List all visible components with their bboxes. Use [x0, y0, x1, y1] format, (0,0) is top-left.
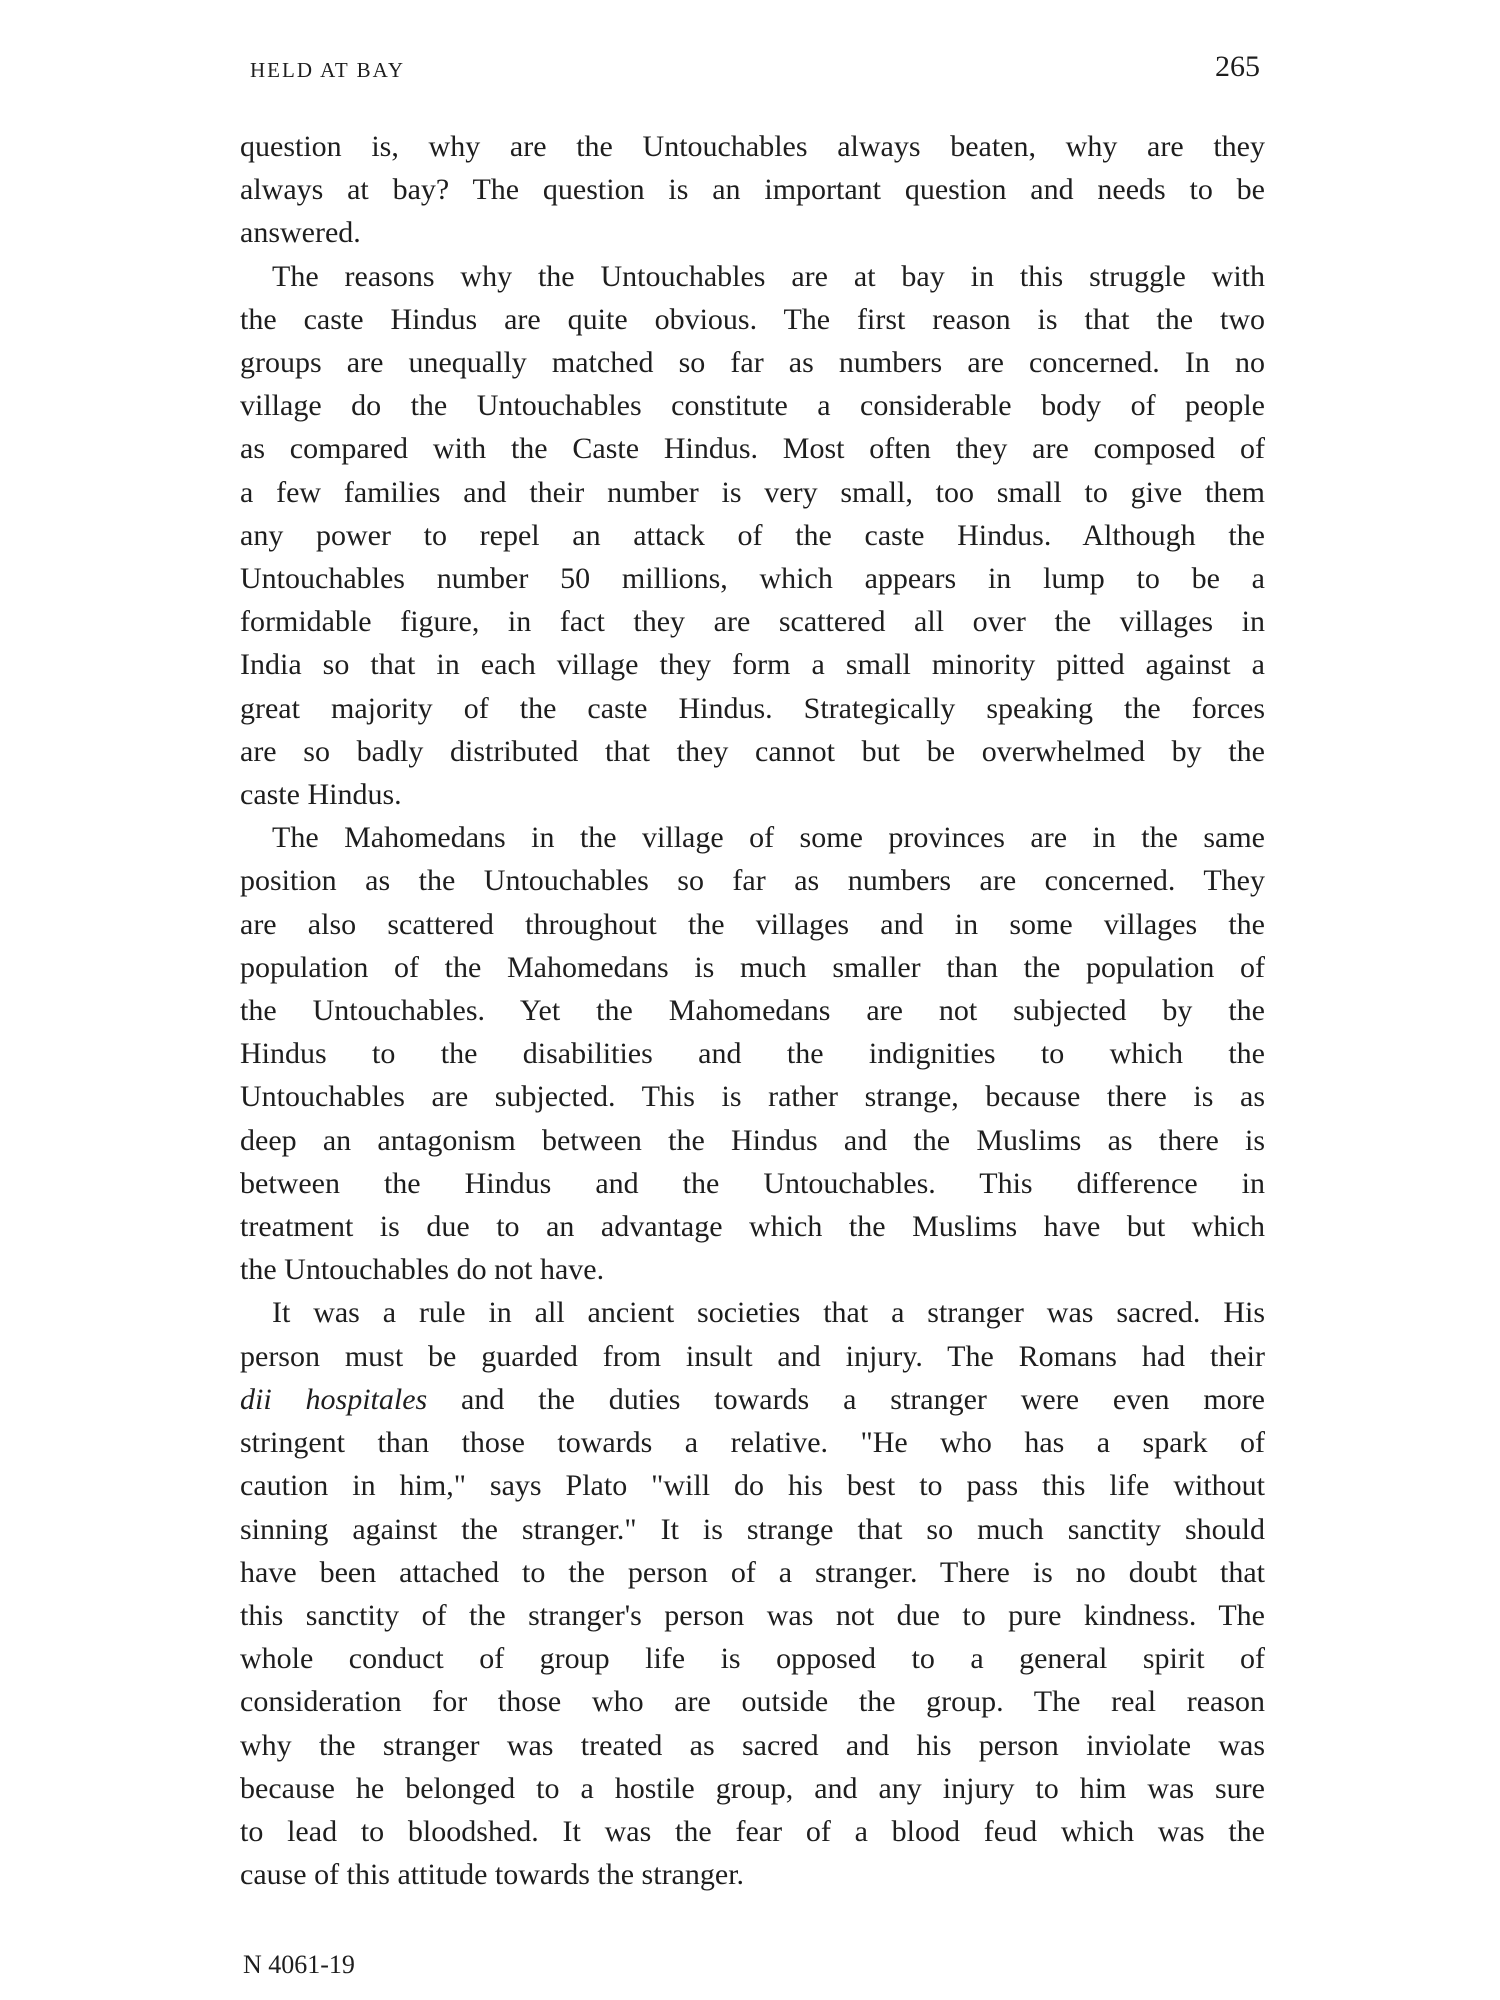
- text-line: to lead to bloodshed. It was the fear of a blood feud which was the: [240, 1814, 1265, 1848]
- text-line: a few families and their number is very small, too small to give them: [240, 475, 1265, 509]
- text-line: population of the Mahomedans is much smaller than the population of: [240, 950, 1265, 984]
- running-title: HELD AT BAY: [250, 58, 406, 82]
- text-line: why the stranger was treated as sacred and his person inviolate was: [240, 1728, 1265, 1762]
- text-line: have been attached to the person of a stranger. There is no doubt that: [240, 1555, 1265, 1589]
- text-line: caution in him," says Plato "will do his best to pass this life without: [240, 1469, 1265, 1503]
- text-line: whole conduct of group life is opposed to a general spirit of: [240, 1642, 1265, 1676]
- text-line: village do the Untouchables constitute a considerable body of people: [240, 389, 1265, 423]
- text-line: Hindus to the disabilities and the indignities to which the: [240, 1037, 1265, 1071]
- text-line: position as the Untouchables so far as numbers are concerned. They: [240, 864, 1265, 898]
- running-head: [250, 50, 1260, 90]
- text-line: as compared with the Caste Hindus. Most often they are composed of: [240, 432, 1265, 466]
- text-line: deep an antagonism between the Hindus and the Muslims as there is: [240, 1123, 1265, 1157]
- text-line: Untouchables are subjected. This is rather strange, because there is as: [240, 1080, 1265, 1114]
- text-line: dii hospitales and the duties towards a stranger were even more: [240, 1382, 1265, 1416]
- text-line: The Mahomedans in the village of some provinces are in the same: [272, 821, 1265, 855]
- text-line: groups are unequally matched so far as numbers are concerned. In no: [240, 346, 1265, 380]
- text-line: treatment is due to an advantage which the Muslims have but which: [240, 1210, 1265, 1244]
- text-line: the Untouchables. Yet the Mahomedans are not subjected by the: [240, 994, 1265, 1028]
- text-line: great majority of the caste Hindus. Strategically speaking the forces: [240, 691, 1265, 725]
- text-line: between the Hindus and the Untouchables. This difference in: [240, 1166, 1265, 1200]
- paragraph: [240, 255, 1265, 817]
- text-line: answered.: [240, 216, 361, 250]
- text-line: sinning against the stranger." It is strange that so much sanctity should: [240, 1512, 1265, 1546]
- text-line: because he belonged to a hostile group, and any injury to him was sure: [240, 1771, 1265, 1805]
- paragraph: [240, 125, 1265, 255]
- text-line: this sanctity of the stranger's person was not due to pure kindness. The: [240, 1598, 1265, 1632]
- text-line: The reasons why the Untouchables are at bay in this struggle with: [272, 259, 1265, 293]
- text-line: It was a rule in all ancient societies that a stranger was sacred. His: [272, 1296, 1265, 1330]
- text-line: formidable figure, in fact they are scattered all over the villages in: [240, 605, 1265, 639]
- body-text: [240, 125, 1265, 1896]
- paragraph: [240, 816, 1265, 1291]
- text-line: India so that in each village they form a small minority pitted against a: [240, 648, 1265, 682]
- printer-signature: N 4061-19: [243, 1950, 355, 1979]
- text-line: the caste Hindus are quite obvious. The first reason is that the two: [240, 302, 1265, 336]
- page-number: 265: [1215, 50, 1260, 83]
- text-line: are also scattered throughout the villages and in some villages the: [240, 907, 1265, 941]
- paragraph: [240, 1291, 1265, 1896]
- text-line: consideration for those who are outside the group. The real reason: [240, 1685, 1265, 1719]
- text-line: Untouchables number 50 millions, which appears in lump to be a: [240, 562, 1265, 596]
- text-line: person must be guarded from insult and injury. The Romans had their: [240, 1339, 1265, 1373]
- text-line: any power to repel an attack of the caste Hindus. Although the: [240, 518, 1265, 552]
- text-line: are so badly distributed that they cannot but be overwhelmed by the: [240, 734, 1265, 768]
- text-line: the Untouchables do not have.: [240, 1253, 605, 1287]
- text-line: always at bay? The question is an important question and needs to be: [240, 173, 1265, 207]
- text-line: cause of this attitude towards the stranger.: [240, 1858, 745, 1892]
- text-line: question is, why are the Untouchables always beaten, why are they: [240, 130, 1265, 163]
- text-line: caste Hindus.: [240, 778, 402, 812]
- text-line: stringent than those towards a relative. "He who has a spark of: [240, 1426, 1265, 1460]
